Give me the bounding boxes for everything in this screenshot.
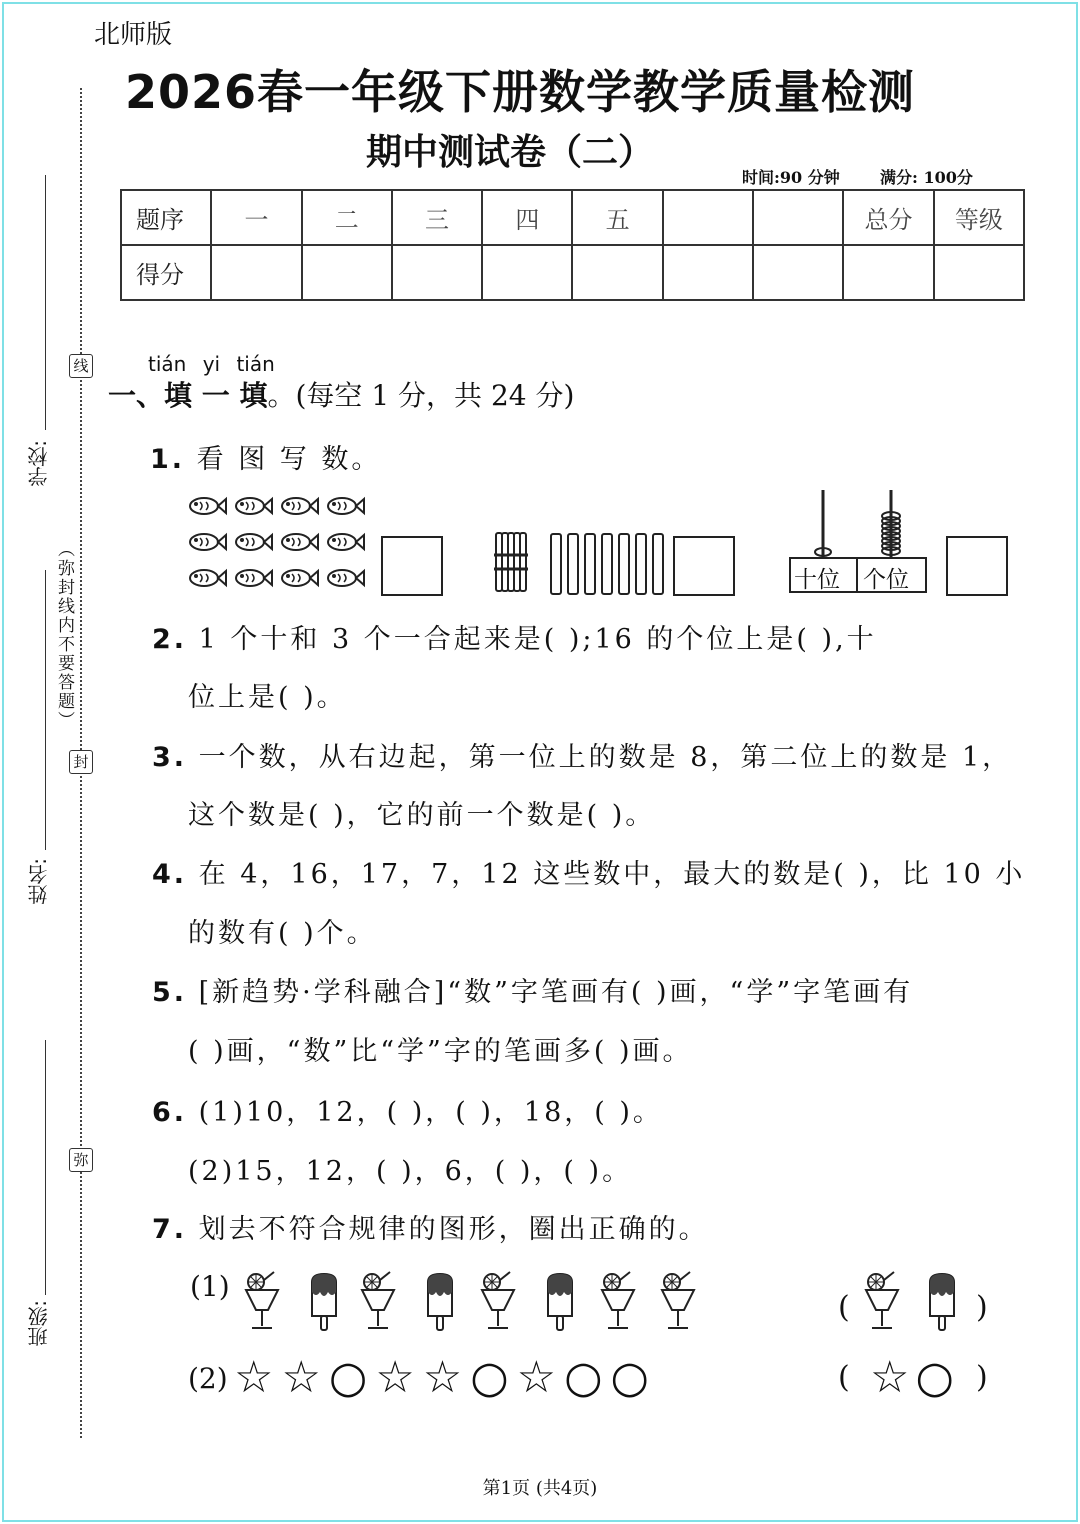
answer-paren-close-2: ) bbox=[976, 1360, 988, 1395]
part-1-label: (1) bbox=[190, 1270, 230, 1303]
question-number: 2. bbox=[152, 624, 188, 655]
score-entry-cell[interactable] bbox=[663, 245, 753, 300]
stick-icon bbox=[618, 533, 630, 595]
drink-icon bbox=[362, 1272, 394, 1328]
stick-icon bbox=[584, 533, 596, 595]
question-5 bbox=[152, 970, 913, 1009]
star-icon: ☆ bbox=[375, 1352, 423, 1403]
answer-box-sticks[interactable] bbox=[673, 536, 735, 596]
score-table-score-row bbox=[121, 245, 1024, 300]
table-cell: 总分 bbox=[843, 190, 933, 245]
star-icon: ☆ bbox=[516, 1352, 565, 1403]
name-label: 姓名: bbox=[27, 858, 51, 905]
page-title: 2026春一年级下册数学教学质量检测 bbox=[124, 65, 916, 119]
stick-icon bbox=[550, 533, 562, 595]
drink-icon bbox=[602, 1272, 634, 1328]
popsicle-icon bbox=[930, 1274, 954, 1330]
circle-icon: ○ bbox=[328, 1352, 376, 1403]
abacus-tens-label: 十位 bbox=[794, 567, 840, 593]
table-cell: 题序 bbox=[121, 190, 211, 245]
drink-icon bbox=[246, 1272, 278, 1328]
fish-icon bbox=[236, 498, 272, 514]
abacus-ones-label: 个位 bbox=[863, 567, 909, 593]
stick-bundle-icon bbox=[492, 531, 530, 593]
score-entry-cell[interactable] bbox=[572, 245, 662, 300]
drink-icon bbox=[662, 1272, 694, 1328]
fish-icon bbox=[328, 570, 364, 586]
question-6-line2: (2)15，12，( )，6，( )，( )。 bbox=[188, 1156, 633, 1187]
fish-group-image bbox=[186, 492, 372, 596]
score-table bbox=[120, 189, 1025, 301]
drink-icon bbox=[866, 1272, 898, 1328]
question-4-line2: 的数有( )个。 bbox=[188, 918, 377, 949]
fish-icon bbox=[328, 534, 364, 550]
question-number: 5. bbox=[152, 977, 188, 1008]
pattern-row-1 bbox=[236, 1268, 716, 1334]
question-number: 3. bbox=[152, 742, 188, 773]
fish-icon bbox=[282, 534, 318, 550]
question-text: [新趋势·学科融合]“数”字笔画有( )画，“学”字笔画有 bbox=[198, 977, 914, 1008]
star-icon: ☆ bbox=[870, 1352, 916, 1403]
exam-time: 时间:90 分钟 bbox=[742, 168, 840, 187]
fish-icon bbox=[328, 498, 364, 514]
question-number: 6. bbox=[152, 1097, 188, 1128]
question-text: 划去不符合规律的图形，圈出正确的。 bbox=[198, 1214, 709, 1245]
question-6 bbox=[152, 1090, 663, 1129]
star-icon: ☆ bbox=[281, 1352, 329, 1403]
question-4 bbox=[152, 852, 1025, 891]
answer-paren-open-2: ( bbox=[838, 1360, 850, 1395]
table-cell bbox=[753, 190, 843, 245]
score-entry-cell[interactable] bbox=[211, 245, 301, 300]
fish-icon bbox=[236, 570, 272, 586]
question-1 bbox=[150, 437, 381, 476]
circle-icon: ○ bbox=[564, 1352, 611, 1403]
question-number: 7. bbox=[152, 1214, 188, 1245]
pattern-row-2 bbox=[234, 1352, 657, 1403]
school-write-line[interactable] bbox=[45, 175, 46, 430]
page-footer: 第1页 (共4页) bbox=[482, 1478, 598, 1499]
question-3 bbox=[152, 735, 1012, 774]
fish-icon bbox=[236, 534, 272, 550]
section-score-note: 。(每空 1 分，共 24 分) bbox=[267, 379, 575, 412]
circle-icon: ○ bbox=[610, 1352, 657, 1403]
seal-warning: （弥封线内不要答题） bbox=[54, 540, 74, 730]
question-5-line2: ( )画，“数”比“学”字的笔画多( )画。 bbox=[188, 1036, 693, 1067]
question-text: (1)10，12，( )，( )，18，( )。 bbox=[198, 1097, 663, 1128]
score-entry-cell[interactable] bbox=[482, 245, 572, 300]
fish-icon bbox=[190, 534, 226, 550]
full-score: 满分: 100分 bbox=[880, 168, 973, 187]
score-table-header-row bbox=[121, 190, 1024, 245]
edition-label: 北师版 bbox=[94, 20, 173, 50]
table-cell: 五 bbox=[572, 190, 662, 245]
answer-box-abacus[interactable] bbox=[946, 536, 1008, 596]
question-text: 一个数，从右边起，第一位上的数是 8，第二位上的数是 1， bbox=[198, 742, 1013, 773]
fish-icon bbox=[282, 498, 318, 514]
table-cell: 一 bbox=[211, 190, 301, 245]
star-icon: ☆ bbox=[422, 1352, 471, 1403]
question-number: 4. bbox=[152, 859, 188, 890]
score-entry-cell[interactable] bbox=[843, 245, 933, 300]
table-cell bbox=[663, 190, 753, 245]
popsicle-icon bbox=[428, 1274, 452, 1330]
score-entry-cell[interactable] bbox=[753, 245, 843, 300]
stick-icon bbox=[652, 533, 664, 595]
class-label: 班级: bbox=[27, 1300, 51, 1347]
answer-choices-2[interactable] bbox=[870, 1352, 960, 1403]
question-3-line2: 这个数是( )，它的前一个数是( )。 bbox=[188, 800, 656, 831]
school-label: 学校: bbox=[27, 440, 51, 487]
part-2-label: (2) bbox=[188, 1362, 228, 1395]
popsicle-icon bbox=[312, 1274, 336, 1330]
score-entry-cell[interactable] bbox=[934, 245, 1024, 300]
name-write-line[interactable] bbox=[45, 570, 46, 850]
seal-mark: 封 bbox=[69, 750, 93, 774]
table-cell: 四 bbox=[482, 190, 572, 245]
section-title: 一、填 一 填 bbox=[108, 379, 268, 412]
stick-icon bbox=[601, 533, 613, 595]
question-2 bbox=[152, 617, 877, 656]
score-entry-cell[interactable] bbox=[302, 245, 392, 300]
answer-paren-open: ( bbox=[838, 1290, 850, 1325]
table-cell: 得分 bbox=[121, 245, 211, 300]
question-2-line2: 位上是( )。 bbox=[188, 682, 347, 713]
popsicle-icon bbox=[548, 1274, 572, 1330]
circle-icon: ○ bbox=[470, 1352, 517, 1403]
table-cell: 等级 bbox=[934, 190, 1024, 245]
question-text: 1 个十和 3 个一合起来是( );16 的个位上是( ),十 bbox=[198, 624, 877, 655]
score-entry-cell[interactable] bbox=[392, 245, 482, 300]
class-write-line[interactable] bbox=[45, 1040, 46, 1295]
circle-icon: ○ bbox=[915, 1352, 960, 1403]
question-text: 在 4，16，17，7，12 这些数中，最大的数是( )，比 10 小 bbox=[198, 859, 1026, 890]
drink-icon bbox=[482, 1272, 514, 1328]
question-7 bbox=[152, 1207, 709, 1246]
star-icon: ☆ bbox=[234, 1352, 282, 1403]
answer-paren-close: ) bbox=[976, 1290, 988, 1325]
fish-icon bbox=[190, 498, 226, 514]
line-mark: 线 bbox=[69, 354, 93, 378]
question-number: 1. bbox=[150, 444, 186, 475]
section-pinyin: tián yi tián bbox=[148, 352, 275, 376]
fish-icon bbox=[190, 570, 226, 586]
table-cell: 三 bbox=[392, 190, 482, 245]
section-heading bbox=[108, 374, 574, 414]
fish-icon bbox=[282, 570, 318, 586]
question-text: 看 图 写 数。 bbox=[196, 444, 382, 475]
page-subtitle: 期中测试卷（二） bbox=[365, 132, 654, 173]
answer-choices-1[interactable] bbox=[860, 1268, 970, 1334]
mi-mark: 弥 bbox=[69, 1148, 93, 1172]
table-cell: 二 bbox=[302, 190, 392, 245]
answer-box-fish[interactable] bbox=[381, 536, 443, 596]
stick-icon bbox=[567, 533, 579, 595]
stick-icon bbox=[635, 533, 647, 595]
